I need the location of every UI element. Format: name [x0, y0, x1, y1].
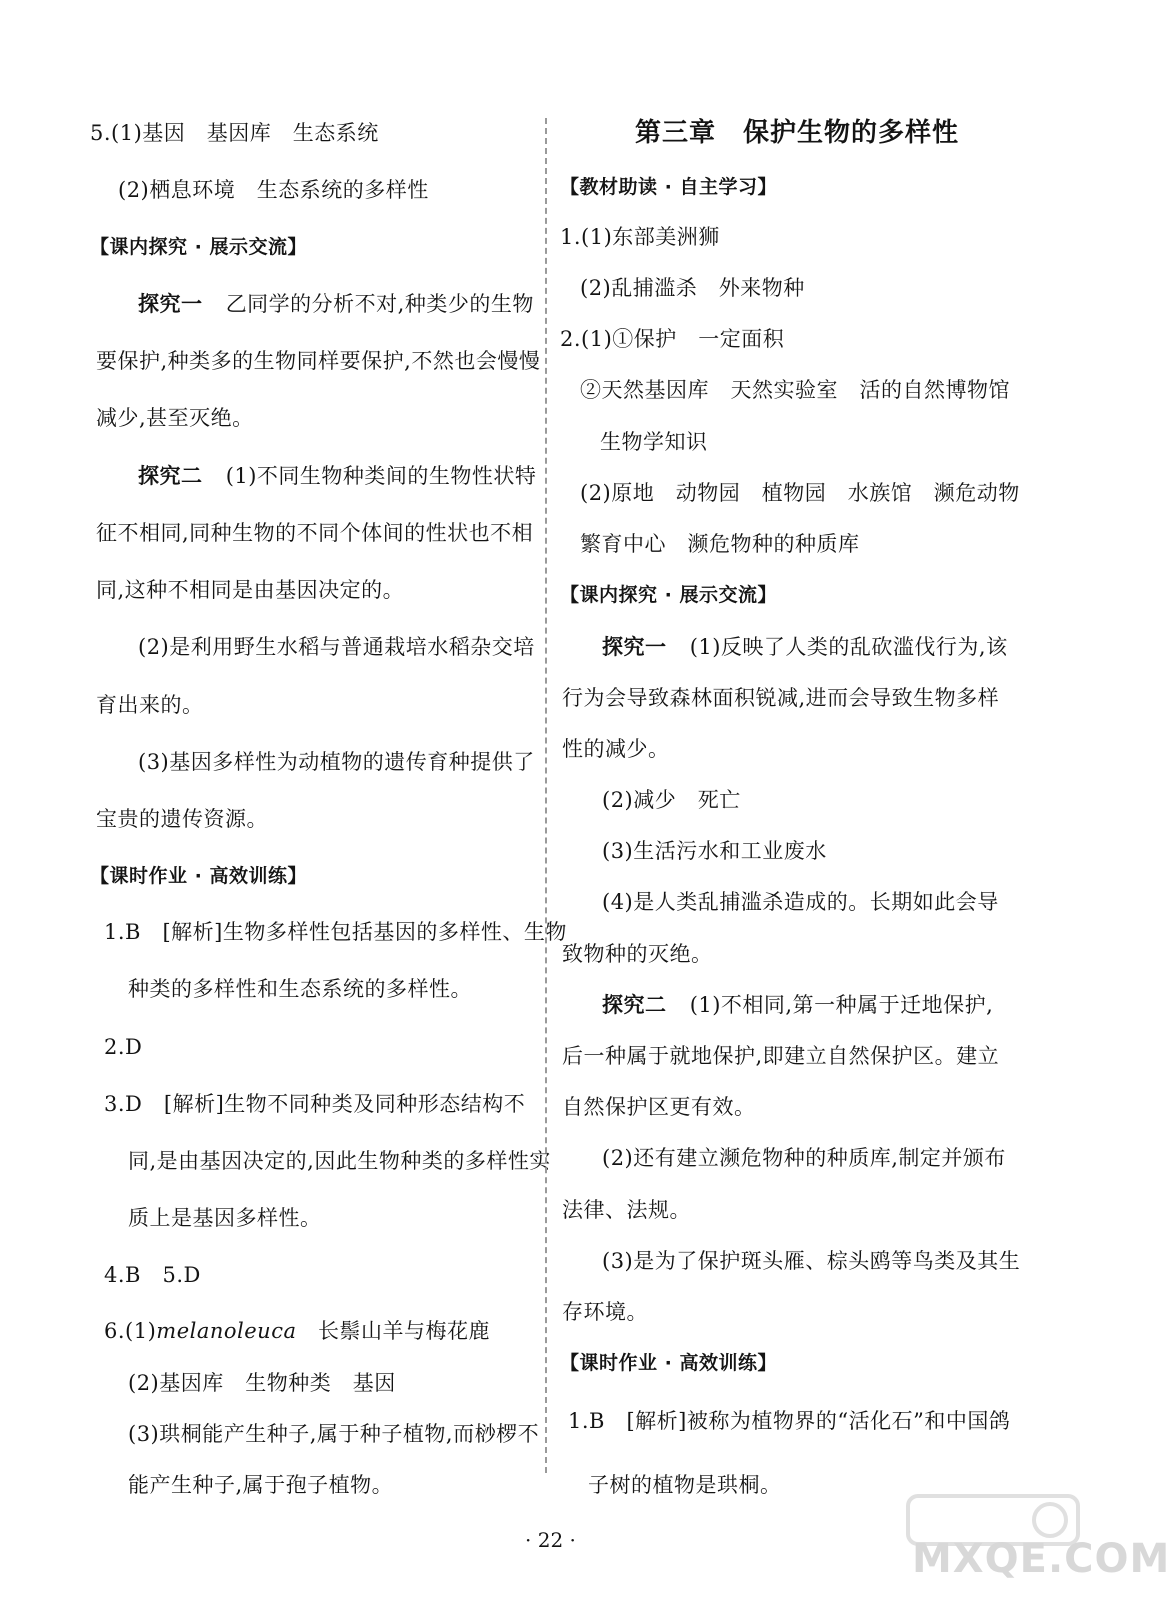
page-number: · 22 ·	[525, 1528, 576, 1552]
answer-5-line-1: 5.(1)基因 基因库 生态系统	[90, 121, 379, 145]
right-inquiry-1-label: 探究一	[602, 635, 667, 659]
watermark-text: MXQE.COM	[912, 1536, 1170, 1582]
inquiry-1-text: 乙同学的分析不对,种类少的生物	[225, 292, 534, 316]
answer-6-line-3: (3)珙桐能产生种子,属于种子植物,而桫椤不	[128, 1422, 540, 1446]
inquiry-2-line-5: 育出来的。	[96, 693, 204, 717]
right-answer-1-line-1: 1.B [解析]被称为植物界的“活化石”和中国鸽	[568, 1409, 1011, 1433]
answer-6-line-1	[104, 1316, 490, 1346]
reading-2-line-1: 2.(1)①保护 一定面积	[560, 327, 785, 351]
right-inquiry-2-line-7: 存环境。	[562, 1300, 648, 1324]
right-inquiry-2-line-2: 后一种属于就地保护,即建立自然保护区。建立	[562, 1044, 1000, 1068]
right-inquiry-1-line-1	[602, 632, 1008, 662]
inquiry-1-line-3: 减少,甚至灭绝。	[96, 406, 254, 430]
reading-2-line-5: 繁育中心 濒危物种的种质库	[580, 532, 860, 556]
answer-1-line-1: 1.B [解析]生物多样性包括基因的多样性、生物	[104, 920, 567, 944]
right-inquiry-2-line-3: 自然保护区更有效。	[562, 1095, 756, 1119]
reading-2-line-3: 生物学知识	[600, 430, 708, 454]
answer-6-prefix: 6.(1)	[104, 1319, 157, 1343]
section-heading-reading: 【教材助读 · 自主学习】	[560, 176, 777, 198]
right-inquiry-1-line-2: 行为会导致森林面积锐减,进而会导致生物多样	[562, 686, 1000, 710]
inquiry-2-line-2: 征不相同,同种生物的不同个体间的性状也不相	[96, 521, 534, 545]
section-heading-inquiry-2: 【课内探究 · 展示交流】	[560, 584, 777, 606]
inquiry-1-line-1	[138, 289, 534, 319]
right-inquiry-2-line-5: 法律、法规。	[562, 1198, 691, 1222]
answer-6-rest: 长鬃山羊与梅花鹿	[296, 1319, 490, 1343]
section-heading-homework-2: 【课时作业 · 高效训练】	[560, 1352, 777, 1374]
right-inquiry-2-label: 探究二	[602, 993, 667, 1017]
answer-2: 2.D	[104, 1035, 143, 1059]
answer-5-line-2: (2)栖息环境 生态系统的多样性	[118, 178, 429, 202]
inquiry-1-label: 探究一	[138, 292, 203, 316]
answer-3-line-1: 3.D [解析]生物不同种类及同种形态结构不	[104, 1092, 526, 1116]
species-latin-name: melanoleuca	[156, 1319, 297, 1343]
inquiry-2-line-4: (2)是利用野生水稻与普通栽培水稻杂交培	[138, 635, 535, 659]
inquiry-2-line-6: (3)基因多样性为动植物的遗传育种提供了	[138, 750, 535, 774]
right-answer-1-line-2: 子树的植物是珙桐。	[588, 1473, 782, 1497]
reading-1-line-1: 1.(1)东部美洲狮	[560, 225, 720, 249]
answer-6-line-4: 能产生种子,属于孢子植物。	[128, 1473, 394, 1497]
inquiry-2-text: (1)不同生物种类间的生物性状特	[225, 464, 537, 488]
right-inquiry-2-line-4: (2)还有建立濒危物种的种质库,制定并颁布	[602, 1146, 1006, 1170]
right-inquiry-1-line-7: 致物种的灭绝。	[562, 942, 713, 966]
right-inquiry-2-text: (1)不相同,第一种属于迁地保护,	[689, 993, 994, 1017]
right-inquiry-1-line-6: (4)是人类乱捕滥杀造成的。长期如此会导	[602, 890, 999, 914]
right-inquiry-1-line-4: (2)减少 死亡	[602, 788, 741, 812]
inquiry-2-line-3: 同,这种不相同是由基因决定的。	[96, 578, 405, 602]
reading-1-line-2: (2)乱捕滥杀 外来物种	[580, 276, 805, 300]
reading-2-line-4: (2)原地 动物园 植物园 水族馆 濒危动物	[580, 481, 1020, 505]
chapter-title: 第三章 保护生物的多样性	[635, 118, 960, 148]
section-heading-inquiry: 【课内探究 · 展示交流】	[90, 236, 307, 258]
answer-3-line-2: 同,是由基因决定的,因此生物种类的多样性实	[128, 1149, 551, 1173]
right-inquiry-2-line-6: (3)是为了保护斑头雁、棕头鸥等鸟类及其生	[602, 1249, 1021, 1273]
inquiry-2-line-7: 宝贵的遗传资源。	[96, 807, 268, 831]
inquiry-2-line-1	[138, 461, 536, 491]
right-inquiry-2-line-1	[602, 990, 993, 1020]
answer-4-5: 4.B 5.D	[104, 1263, 201, 1287]
inquiry-2-label: 探究二	[138, 464, 203, 488]
right-inquiry-1-line-3: 性的减少。	[562, 737, 670, 761]
inquiry-1-line-2: 要保护,种类多的生物同样要保护,不然也会慢慢	[96, 349, 541, 373]
answer-3-line-3: 质上是基因多样性。	[128, 1206, 322, 1230]
right-inquiry-1-text: (1)反映了人类的乱砍滥伐行为,该	[689, 635, 1008, 659]
right-inquiry-1-line-5: (3)生活污水和工业废水	[602, 839, 827, 863]
reading-2-line-2: ②天然基因库 天然实验室 活的自然博物馆	[580, 378, 1010, 402]
section-heading-homework: 【课时作业 · 高效训练】	[90, 865, 307, 887]
answer-1-line-2: 种类的多样性和生态系统的多样性。	[128, 977, 472, 1001]
column-divider	[545, 118, 547, 1473]
answer-6-line-2: (2)基因库 生物种类 基因	[128, 1371, 396, 1395]
